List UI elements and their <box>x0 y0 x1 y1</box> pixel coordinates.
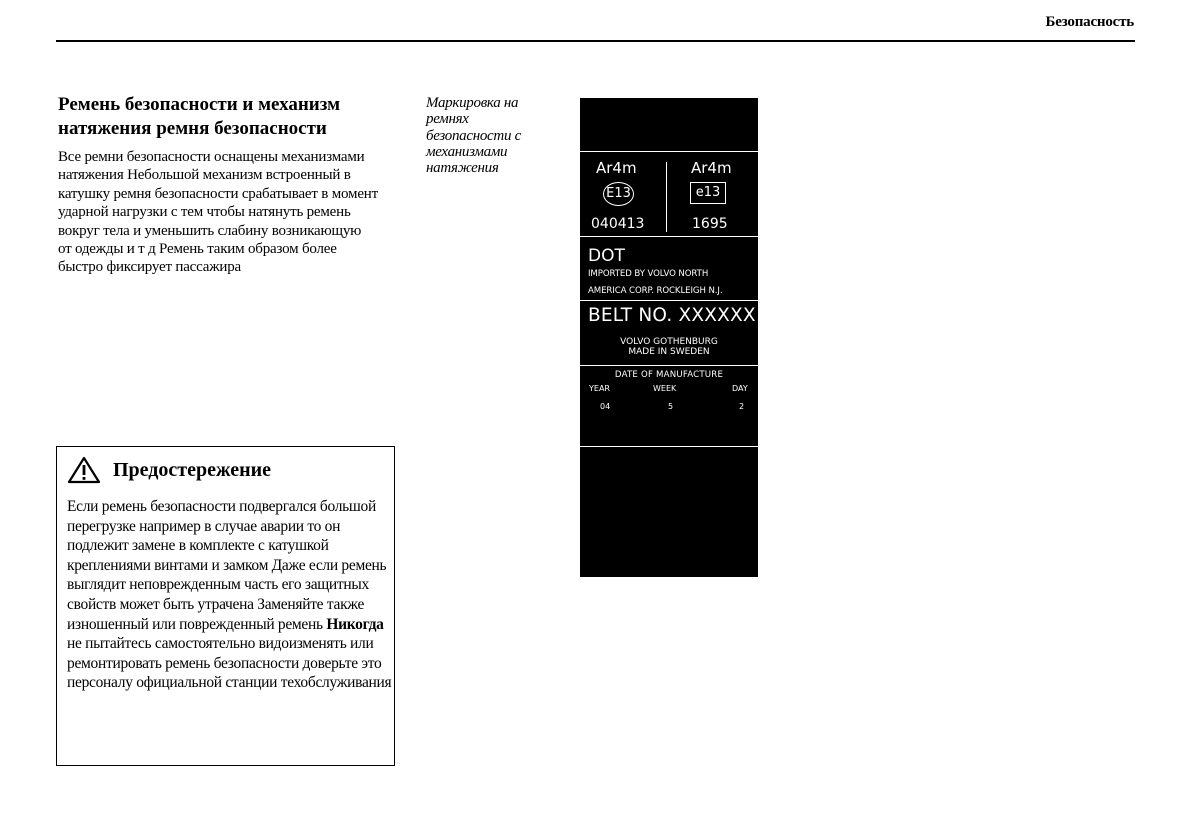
figure-caption: Маркировка на ремнях безопасности с механизмами натяжения <box>426 95 521 177</box>
label-divider-1 <box>580 151 758 152</box>
label-divider-2 <box>580 236 758 237</box>
day-value: 2 <box>739 402 745 411</box>
belt-label-figure <box>580 98 758 577</box>
dot-mark: DOT <box>588 246 625 266</box>
approval-class-left: Ar4m <box>596 159 637 177</box>
belt-number: BELT NO. XXXXXX <box>588 305 756 326</box>
manufacture-date-title: DATE OF MANUFACTURE <box>614 370 724 380</box>
approval-class-right: Ar4m <box>691 159 732 177</box>
warning-text-emphasis: Никогда <box>326 615 384 633</box>
year-label: YEAR <box>589 384 610 393</box>
label-divider-5 <box>580 446 758 447</box>
year-value: 04 <box>600 402 611 411</box>
e13-circle-mark: E13 <box>603 182 634 206</box>
warning-text-part2: не пытайтесь самостоятельно видоизменять или ремонтировать ремень безопасности доверьте это персоналу официальной станции техобслуживания <box>67 635 392 692</box>
section-title: Ремень безопасности и механизм натяжения ремня безопасности <box>58 94 341 139</box>
label-divider-4 <box>580 365 758 366</box>
warning-box <box>56 446 395 766</box>
approval-number-right: 1695 <box>692 216 728 232</box>
maker-line-2: MADE IN SWEDEN <box>628 347 710 357</box>
warning-text <box>67 497 392 693</box>
section-body: Все ремни безопасности оснащены механизмами натяжения Небольшой механизм встроенный в катушку ремня безопасности срабатывает в момент ударной нагрузки с тем чтобы натянуть ремень вокруг тела и уменьшить слабину возникающую от одежды и т д Ремень таким образом более быстро фиксирует пассажира <box>58 149 378 276</box>
warning-header <box>67 455 271 485</box>
approval-number-left: 040413 <box>591 216 645 232</box>
warning-text-part1: Если ремень безопасности подвергался большой перегрузке например в случае аварии то он подлежит замене в комплекте с катушкой креплениями винтами и замком Даже если ремень выглядит неповрежденным часть его защитных свойств может быть утрачена Заменяйте также изношенный или поврежденный ремень <box>67 498 387 633</box>
page-header-title: Безопасность <box>1045 14 1134 30</box>
label-divider-3 <box>580 300 758 301</box>
day-label: DAY <box>732 384 748 393</box>
warning-title: Предостережение <box>113 458 272 481</box>
importer-line-2: AMERICA CORP. ROCKLEIGH N.J. <box>588 286 723 296</box>
importer-line-1: IMPORTED BY VOLVO NORTH <box>588 269 709 279</box>
header-rule <box>56 40 1135 42</box>
week-value: 5 <box>668 402 674 411</box>
maker-line-1: VOLVO GOTHENBURG <box>620 337 718 347</box>
week-label: WEEK <box>653 384 677 393</box>
e13-box-mark: e13 <box>690 182 726 204</box>
warning-triangle-icon <box>67 456 101 484</box>
approval-separator <box>666 162 667 232</box>
